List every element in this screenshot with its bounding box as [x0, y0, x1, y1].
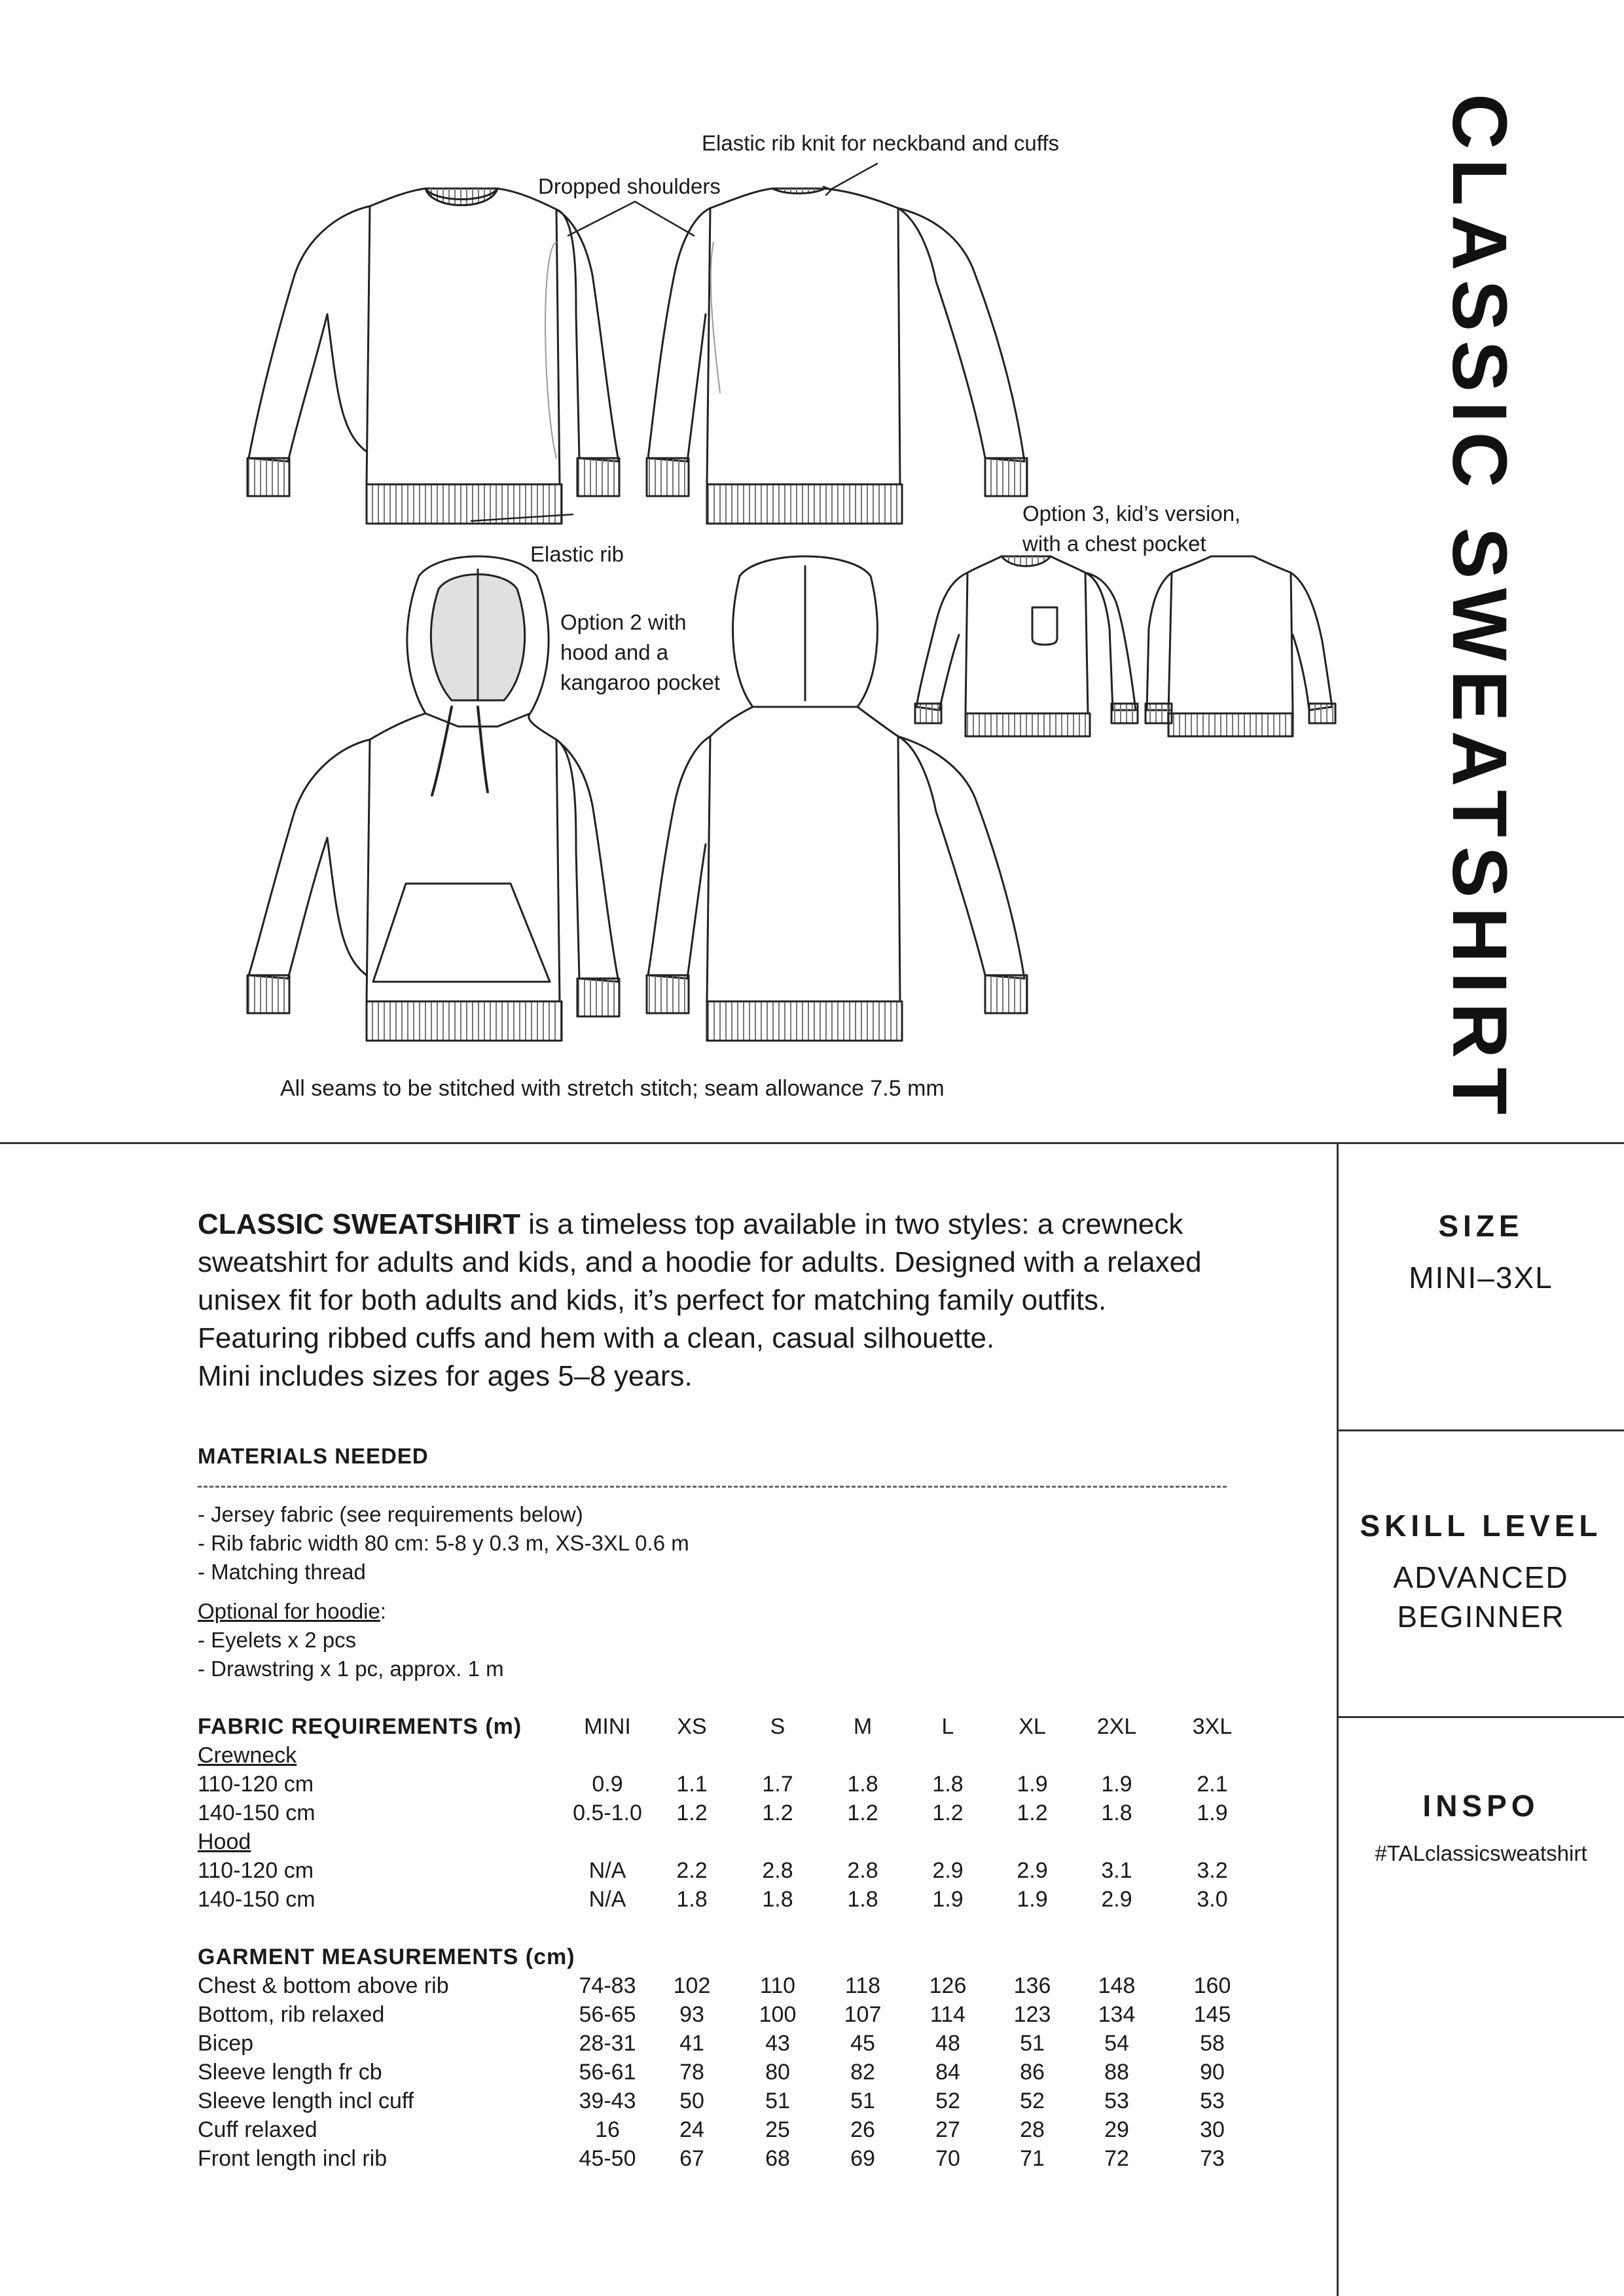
table-cell: 1.9 [1017, 1887, 1048, 1912]
garment-heading: GARMENT MEASUREMENTS (cm) [198, 1945, 575, 1969]
table-cell: 30 [1200, 2117, 1225, 2142]
crewneck-subheading: Crewneck [198, 1743, 297, 1768]
table-cell: 50 [679, 2089, 704, 2113]
skill-level-line1: ADVANCED [1393, 1560, 1569, 1594]
skill-level-heading: SKILL LEVEL [1360, 1509, 1602, 1543]
table-cell: 110 [759, 1973, 796, 1998]
materials-item: - Matching thread [198, 1560, 366, 1584]
crewneck-subheading-row [198, 1741, 1271, 1770]
table-cell: 1.8 [676, 1887, 708, 1912]
inspo-heading: INSPO [1422, 1789, 1540, 1823]
page-title: CLASSIC SWEATSHIRT [1436, 93, 1523, 1124]
table-cell: 71 [1020, 2146, 1045, 2171]
size-header: L [941, 1714, 954, 1739]
sidebar-divider [1337, 1142, 1339, 2296]
optional-item: - Eyelets x 2 pcs [198, 1628, 357, 1652]
row-label: Bottom, rib relaxed [198, 2002, 385, 2027]
table-row [198, 1770, 1271, 1799]
sidebar-divider-2 [1337, 1716, 1624, 1718]
table-cell: 102 [673, 1973, 711, 1998]
table-cell: 56-61 [579, 2060, 636, 2085]
table-cell: 1.8 [762, 1887, 793, 1912]
size-header: XL [1019, 1714, 1046, 1739]
table-cell: 1.8 [1101, 1801, 1132, 1825]
table-row [198, 2000, 1271, 2029]
row-label: Sleeve length incl cuff [198, 2089, 414, 2113]
table-cell: 0.5-1.0 [573, 1801, 642, 1825]
callout-dropped-shoulders: Dropped shoulders [538, 174, 721, 198]
table-cell: 27 [935, 2117, 960, 2142]
seams-note: All seams to be stitched with stretch stitch; seam allowance 7.5 mm [280, 1076, 945, 1101]
table-cell: 28-31 [579, 2031, 636, 2056]
materials-list [198, 1500, 689, 1587]
table-cell: 1.7 [762, 1772, 793, 1797]
size-header: 3XL [1192, 1714, 1233, 1739]
size-header: 2XL [1096, 1714, 1137, 1739]
callout-rib-knit: Elastic rib knit for neckband and cuffs [702, 131, 1060, 155]
table-cell: 1.2 [1017, 1801, 1048, 1825]
size-heading: SIZE [1438, 1209, 1524, 1243]
optional-item: - Drawstring x 1 pc, approx. 1 m [198, 1657, 504, 1681]
table-row [198, 2115, 1271, 2144]
intro-line1: is a timeless top available in two styles: a crewneck [520, 1208, 1183, 1240]
table-cell: 53 [1200, 2089, 1225, 2113]
callout-option3-line1: Option 3, kid’s version, [1022, 501, 1241, 526]
fabric-heading: FABRIC REQUIREMENTS (m) [198, 1714, 522, 1739]
page-title-vertical [1381, 79, 1578, 1165]
skill-level-line2: BEGINNER [1397, 1600, 1565, 1634]
row-label: 140-150 cm [198, 1801, 316, 1825]
row-label: Sleeve length fr cb [198, 2060, 382, 2085]
table-cell: 53 [1104, 2089, 1129, 2113]
row-label: Bicep [198, 2031, 254, 2056]
table-cell: 67 [679, 2146, 704, 2171]
table-cell: 51 [850, 2089, 875, 2113]
table-cell: 2.8 [762, 1858, 793, 1883]
skill-level-value [1338, 1558, 1624, 1636]
intro-line5: Mini includes sizes for ages 5–8 years. [198, 1360, 693, 1392]
materials-item: - Jersey fabric (see requirements below) [198, 1502, 583, 1526]
row-label: 110-120 cm [198, 1772, 314, 1797]
table-cell: 58 [1200, 2031, 1225, 2056]
table-cell: 39-43 [579, 2089, 636, 2113]
callout-option3-line2: with a chest pocket [1022, 531, 1206, 556]
table-cell: 3.0 [1197, 1887, 1228, 1912]
size-header: S [770, 1714, 785, 1739]
callout-option2-line3: kangaroo pocket [560, 670, 721, 694]
table-cell: 84 [935, 2060, 960, 2085]
table-cell: 1.8 [847, 1887, 878, 1912]
table-cell: 1.9 [1197, 1801, 1228, 1825]
inspo-hashtag: #TALclassicsweatshirt [1375, 1841, 1587, 1865]
row-label: 140-150 cm [198, 1887, 316, 1912]
table-cell: 41 [679, 2031, 704, 2056]
size-value: MINI–3XL [1409, 1261, 1553, 1295]
inspo-box [1338, 1788, 1624, 1868]
callout-elastic-rib: Elastic rib [530, 542, 624, 566]
table-cell: 88 [1104, 2060, 1129, 2085]
table-row [198, 2144, 1271, 2173]
table-cell: 51 [765, 2089, 790, 2113]
intro-paragraph [198, 1206, 1324, 1395]
intro-bold-title: CLASSIC SWEATSHIRT [198, 1208, 520, 1240]
table-cell: 1.2 [762, 1801, 793, 1825]
table-cell: 2.9 [932, 1858, 964, 1883]
size-header: M [853, 1714, 873, 1739]
table-cell: 16 [595, 2117, 620, 2142]
table-cell: 51 [1020, 2031, 1045, 2056]
table-row [198, 1885, 1271, 1914]
table-cell: N/A [588, 1858, 626, 1883]
table-cell: 3.2 [1197, 1858, 1228, 1883]
table-cell: 1.9 [1017, 1772, 1048, 1797]
table-row [198, 1856, 1271, 1885]
size-header: XS [677, 1714, 707, 1739]
size-header: MINI [584, 1714, 631, 1739]
table-cell: 93 [679, 2002, 704, 2027]
table-cell: 123 [1013, 2002, 1051, 2027]
row-label: Front length incl rib [198, 2146, 388, 2171]
table-cell: 126 [929, 1973, 967, 1998]
table-cell: 69 [850, 2146, 875, 2171]
table-cell: 1.1 [676, 1772, 708, 1797]
size-box [1338, 1208, 1624, 1297]
table-cell: 160 [1193, 1973, 1231, 1998]
table-cell: 52 [935, 2089, 960, 2113]
table-cell: 0.9 [592, 1772, 623, 1797]
table-cell: 68 [765, 2146, 790, 2171]
table-cell: 72 [1104, 2146, 1129, 2171]
technical-drawings [0, 0, 1624, 1142]
section-divider [0, 1142, 1624, 1144]
table-cell: 29 [1104, 2117, 1129, 2142]
table-cell: 114 [929, 2002, 966, 2027]
materials-dashed-divider [198, 1486, 1227, 1488]
table-cell: 74-83 [579, 1973, 636, 1998]
table-cell: 107 [844, 2002, 882, 2027]
hood-subheading-row [198, 1827, 1271, 1856]
table-cell: 2.1 [1197, 1772, 1228, 1797]
table-row [198, 1971, 1271, 2000]
back-crewneck-drawing [647, 188, 1027, 524]
optional-heading: Optional for hoodie [198, 1599, 380, 1623]
table-cell: 52 [1020, 2089, 1045, 2113]
row-label: Chest & bottom above rib [198, 1973, 449, 1998]
table-cell: N/A [588, 1887, 626, 1912]
table-cell: 1.2 [847, 1801, 878, 1825]
table-cell: 70 [935, 2146, 960, 2171]
table-cell: 1.8 [932, 1772, 964, 1797]
optional-list [198, 1597, 504, 1683]
table-cell: 2.9 [1101, 1887, 1132, 1912]
callout-option3 [1022, 499, 1240, 559]
table-cell: 43 [765, 2031, 790, 2056]
kid-front-drawing [915, 556, 1138, 736]
table-cell: 1.2 [932, 1801, 964, 1825]
sidebar-divider-1 [1337, 1429, 1624, 1431]
table-cell: 2.2 [676, 1858, 708, 1883]
table-cell: 28 [1020, 2117, 1045, 2142]
table-cell: 24 [679, 2117, 704, 2142]
kid-back-drawing [1146, 556, 1335, 736]
table-cell: 48 [935, 2031, 960, 2056]
callout-option2-line1: Option 2 with [560, 610, 687, 634]
hood-subheading: Hood [198, 1829, 251, 1854]
table-cell: 86 [1020, 2060, 1045, 2085]
table-cell: 54 [1104, 2031, 1129, 2056]
table-row [198, 2029, 1271, 2058]
table-row [198, 2087, 1271, 2115]
table-cell: 82 [850, 2060, 875, 2085]
table-cell: 118 [844, 1973, 881, 1998]
table-cell: 2.8 [847, 1858, 878, 1883]
table-cell: 3.1 [1101, 1858, 1132, 1883]
materials-heading: MATERIALS NEEDED [198, 1444, 429, 1468]
table-cell: 78 [679, 2060, 704, 2085]
table-cell: 45-50 [579, 2146, 636, 2171]
table-cell: 90 [1200, 2060, 1225, 2085]
table-cell: 45 [850, 2031, 875, 2056]
table-cell: 145 [1193, 2002, 1231, 2027]
row-label: 110-120 cm [198, 1858, 314, 1883]
garment-header-row [198, 1943, 1271, 1971]
table-cell: 1.9 [932, 1887, 964, 1912]
table-cell: 1.2 [676, 1801, 708, 1825]
row-label: Cuff relaxed [198, 2117, 317, 2142]
table-cell: 148 [1098, 1973, 1136, 1998]
table-cell: 73 [1200, 2146, 1225, 2171]
intro-line3: unisex fit for both adults and kids, it’s perfect for matching family outfits. [198, 1284, 1107, 1316]
table-cell: 2.9 [1017, 1858, 1048, 1883]
intro-line2: sweatshirt for adults and kids, and a hoodie for adults. Designed with a relaxed [198, 1246, 1202, 1278]
callout-option2 [560, 607, 720, 698]
front-crewneck-drawing [247, 188, 619, 524]
table-cell: 56-65 [579, 2002, 636, 2027]
table-cell: 1.8 [847, 1772, 878, 1797]
table-cell: 25 [765, 2117, 790, 2142]
callout-option2-line2: hood and a [560, 640, 669, 664]
table-cell: 136 [1013, 1973, 1051, 1998]
table-cell: 1.9 [1101, 1772, 1132, 1797]
table-row [198, 1799, 1271, 1827]
table-cell: 100 [759, 2002, 797, 2027]
table-row [198, 2058, 1271, 2087]
table-cell: 80 [765, 2060, 790, 2085]
table-cell: 134 [1098, 2002, 1136, 2027]
materials-item: - Rib fabric width 80 cm: 5-8 y 0.3 m, XS-3XL 0.6 m [198, 1531, 689, 1555]
fabric-header-row [198, 1712, 1271, 1741]
optional-colon: : [380, 1599, 387, 1623]
intro-line4: Featuring ribbed cuffs and hem with a clean, casual silhouette. [198, 1322, 995, 1354]
table-cell: 26 [850, 2117, 875, 2142]
skill-level-box [1338, 1508, 1624, 1636]
